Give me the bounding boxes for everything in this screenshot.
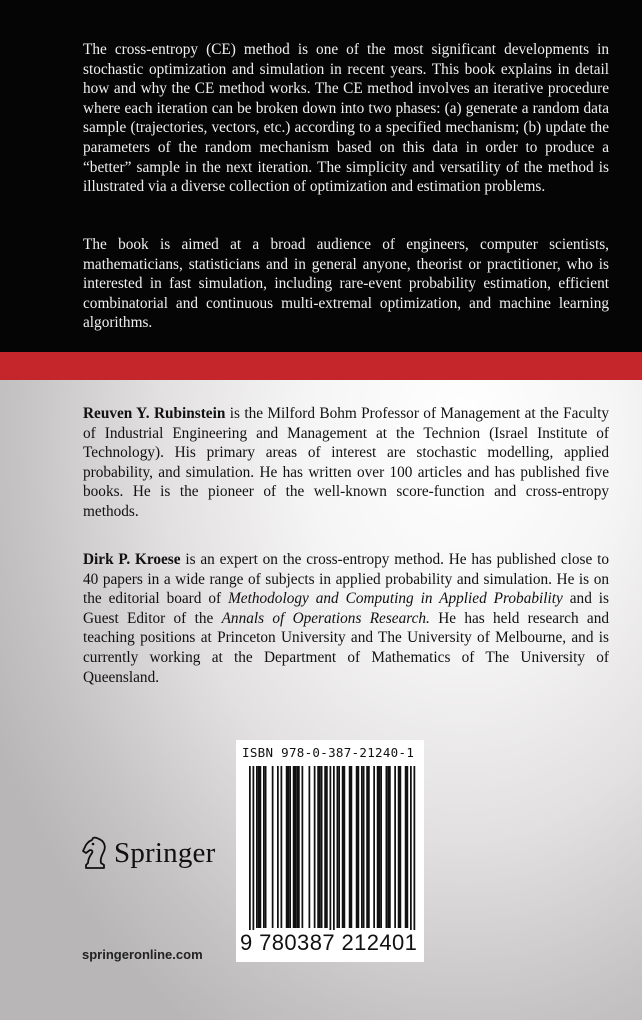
barcode-bar: [379, 766, 381, 928]
barcode-bar: [363, 766, 365, 928]
barcode-bar: [333, 766, 335, 938]
barcode-bar: [258, 766, 260, 928]
barcode-bar: [366, 766, 368, 928]
author-name: Dirk P. Kroese: [83, 551, 181, 568]
barcode-bar: [272, 766, 274, 928]
author-name: Reuven Y. Rubinstein: [83, 405, 226, 422]
barcode-bar: [324, 766, 326, 928]
author-panel: [0, 380, 642, 1020]
barcode-bar: [319, 766, 321, 928]
accent-band: [0, 352, 642, 380]
barcode-bar: [338, 766, 340, 928]
barcode-bar: [289, 766, 291, 928]
barcode-bars: [241, 766, 419, 938]
barcode-block: [236, 740, 424, 962]
barcode-bar: [394, 766, 396, 928]
barcode-bar: [253, 766, 255, 938]
barcode-bar: [358, 766, 360, 928]
journal-title: Methodology and Computing in Applied Probability: [228, 590, 563, 608]
author-bio-rubinstein: [83, 404, 609, 522]
barcode-bar: [414, 766, 416, 938]
barcode-bar: [260, 766, 262, 928]
knight-chess-icon: [80, 836, 110, 870]
barcode-bar: [337, 766, 339, 928]
barcode-bar: [368, 766, 370, 928]
barcode-bar: [286, 766, 288, 928]
barcode-bar: [265, 766, 267, 928]
barcode-bar: [309, 766, 311, 928]
barcode-bar: [410, 766, 412, 938]
barcode-bar: [380, 766, 382, 928]
barcode-bar: [314, 766, 316, 928]
author-bio-text: is an expert on the cross-entropy method. He has published close to 40 papers in a wide range of subjects in applied probability and simulation. He is on the editorial board of: [83, 551, 609, 608]
barcode-bar: [351, 766, 353, 928]
barcode-bar: [356, 766, 358, 928]
author-bio-text: He has held research and teaching positions at Princeton University and The University of Melbourne, and is currently working at the Department of Mathematics of The University of Queensland.: [83, 609, 610, 686]
barcode-bar: [317, 766, 319, 928]
barcode-bar: [263, 766, 265, 928]
author-bio-kroese: [83, 550, 609, 687]
barcode-bar: [377, 766, 379, 928]
barcode-bar: [407, 766, 409, 928]
barcode-bar: [361, 766, 363, 928]
barcode-bar: [281, 766, 283, 928]
barcode-bar: [342, 766, 344, 928]
barcode-bar: [326, 766, 328, 928]
barcode-bar: [405, 766, 407, 928]
author-bio-text: is the Milford Bohm Professor of Management at the Faculty of Industrial Engineering and Management at the Technion (Israel Institute of Technology). His primary areas of interest are stochastic modelling, applied probability, and simulation. He has written over 100 articles and has published five books. He is the pioneer of the well-known score-function and cross-entropy methods.: [83, 405, 610, 520]
barcode-bar: [349, 766, 351, 928]
journal-title: Annals of Operations Research.: [221, 609, 430, 627]
barcode-bar: [249, 766, 251, 938]
barcode-bar: [288, 766, 290, 928]
barcode-bar: [321, 766, 323, 928]
barcode-bar: [400, 766, 402, 928]
publisher-name: Springer: [114, 836, 216, 869]
barcode-bar: [293, 766, 295, 928]
description-paragraph-2: The book is aimed at a broad audience of engineers, computer scientists, mathematicians, statisticians and in general anyone, theorist or practitioner, who is interested in fast simulation, including rare-event probability estimation, efficient combinatorial and continuous multi-extremal optimization, and machine learning algorithms.: [83, 236, 609, 332]
barcode-bar: [295, 766, 297, 928]
barcode-bar: [344, 766, 346, 928]
barcode-bar: [389, 766, 391, 928]
springer-logo: [80, 836, 215, 870]
publisher-url: springeronline.com: [82, 947, 203, 962]
barcode-bar: [398, 766, 400, 928]
barcode-bar: [386, 766, 388, 928]
description-panel: [0, 0, 642, 352]
barcode-bar: [296, 766, 298, 928]
barcode-bar: [373, 766, 375, 928]
barcode-bar: [330, 766, 332, 938]
barcode-bar: [302, 766, 304, 928]
isbn-label: ISBN 978-0-387-21240-1: [242, 745, 415, 760]
description-paragraph-1: The cross-entropy (CE) method is one of the most significant developments in stochastic optimization and simulation in recent years. This book explains in detail how and why the CE method works. The CE method involves an iterative procedure where each iteration can be broken down into two phases: (a) generate a random data sample (trajectories, vectors, etc.) according to a specified mechanism; (b) update the parameters of the random mechanism based on this data in order to produce a “better” sample in the next iteration. The simplicity and versatility of the method is illustrated via a diverse collection of optimization and estimation problems.: [83, 41, 609, 196]
barcode-bar: [298, 766, 300, 928]
author-bio-text: and is Guest Editor of the: [83, 590, 610, 627]
barcode-bar: [387, 766, 389, 928]
barcode-bar: [277, 766, 279, 928]
barcode-bar: [256, 766, 258, 928]
barcode-number: 9 780387 212401: [240, 930, 418, 955]
